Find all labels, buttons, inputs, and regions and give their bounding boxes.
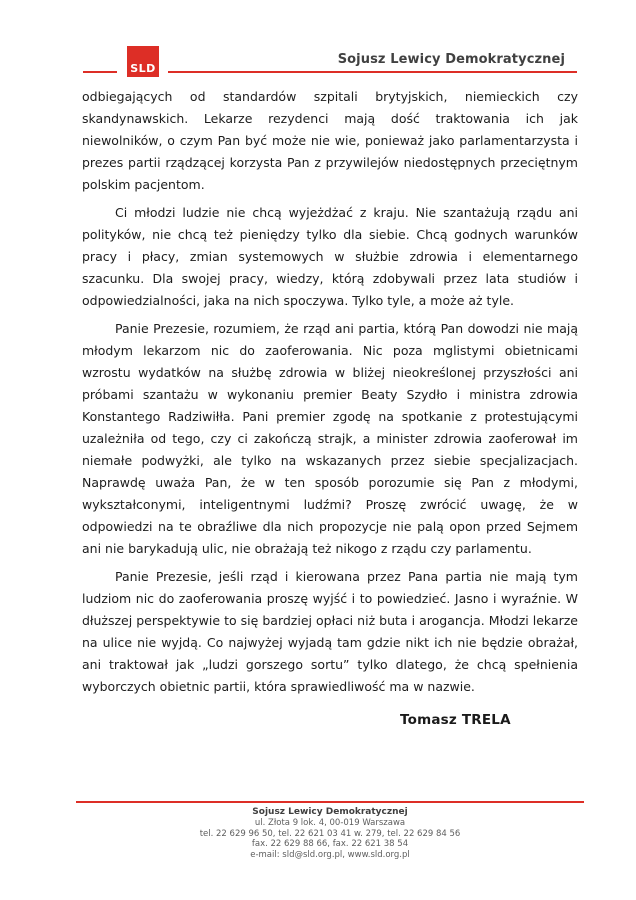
footer-address: ul. Złota 9 lok. 4, 00-019 Warszawa <box>254 818 406 828</box>
header-rule <box>168 71 577 73</box>
signature-name: Tomasz TRELA <box>400 712 511 728</box>
paragraph-2: Ci młodzi ludzie nie chcą wyjeżdżać z kraju. Nie szantażują rządu ani polityków, nie chcą też pieniędzy tylko dla siebie. Chcą godnych warunków pracy i płacy, zmian systemowych w służbie zdrowia i elementarnego szacunku. Dla swojej pracy, wiedzy, którą zdobywali przez lata studiów i odpowiedzialności, jaka na nich spoczywa. Tylko tyle, a może aż tyle. <box>82 205 578 308</box>
footer-email-web: e-mail: sld@sld.org.pl, www.sld.org.pl <box>250 849 410 860</box>
sld-logo-text: SLD <box>130 62 156 75</box>
footer-phones: tel. 22 629 96 50, tel. 22 621 03 41 w. 279, tel. 22 629 84 56 <box>199 828 461 839</box>
letterhead <box>0 0 636 86</box>
sld-logo <box>127 46 159 77</box>
header-left-dash <box>83 71 117 73</box>
paragraph-3: Panie Prezesie, rozumiem, że rząd ani partia, którą Pan dowodzi nie mają młodym lekarzom nic do zaoferowania. Nic poza mglistymi obietnicami wzrostu wydatków na służbę zdrowia w bliżej nieokreślonej przyszłości ani próbami szantażu w wykonaniu premier Beaty Szydło i ministra zdrowia Konstantego Radziwiłła. Pani premier zgodę na spotkanie z protestującymi uzależniła od tego, czy ci zakończą strajk, a minister zdrowia zaoferował im niemałe podwyżki, ale tylko na wskazanych przez siebie specjalizacjach. Naprawdę uważa Pan, że w ten sposób porozumie się Pan z młodymi, wykształconymi, inteligentnymi ludźmi? Proszę zwrócić uwagę, że w odpowiedzi na te obraźliwe dla nich propozycje nie palą opon przed Sejmem ani nie barykadują ulic, nie obrażają też nikogo z rządu czy parlamentu. <box>82 321 578 556</box>
footer-rule <box>76 801 584 803</box>
paragraph-1: odbiegających od standardów szpitali brytyjskich, niemieckich czy skandynawskich. Lekarze rezydenci mają dość traktowania ich jak niewolników, o czym Pan być może nie wie, ponieważ jako parlamentarzysta i prezes partii rządzącej korzysta Pan z przywilejów niedostępnych przeciętnym polskim pacjentom. <box>82 89 578 192</box>
letter-footer <box>76 801 584 860</box>
letter-body <box>82 86 578 704</box>
header-org-name: Sojusz Lewicy Demokratycznej <box>337 52 565 67</box>
footer-fax: fax. 22 629 88 66, fax. 22 621 38 54 <box>251 839 409 849</box>
paragraph-4: Panie Prezesie, jeśli rząd i kierowana przez Pana partia nie mają tym ludziom nic do zaoferowania proszę wyjść i to powiedzieć. Jasno i wyraźnie. W dłuższej perspektywie to się bardziej opłaci niż buta i arogancja. Młodzi lekarze na ulice nie wyjdą. Co najwyżej wyjadą tam gdzie nikt ich nie będzie obrażał, ani traktował jak „ludzi gorszego sortu” tylko dlatego, że chcą spełnienia wyborczych obietnic partii, która sprawiedliwość ma w nazwie. <box>82 569 578 694</box>
footer-org-name: Sojusz Lewicy Demokratycznej <box>252 807 408 817</box>
